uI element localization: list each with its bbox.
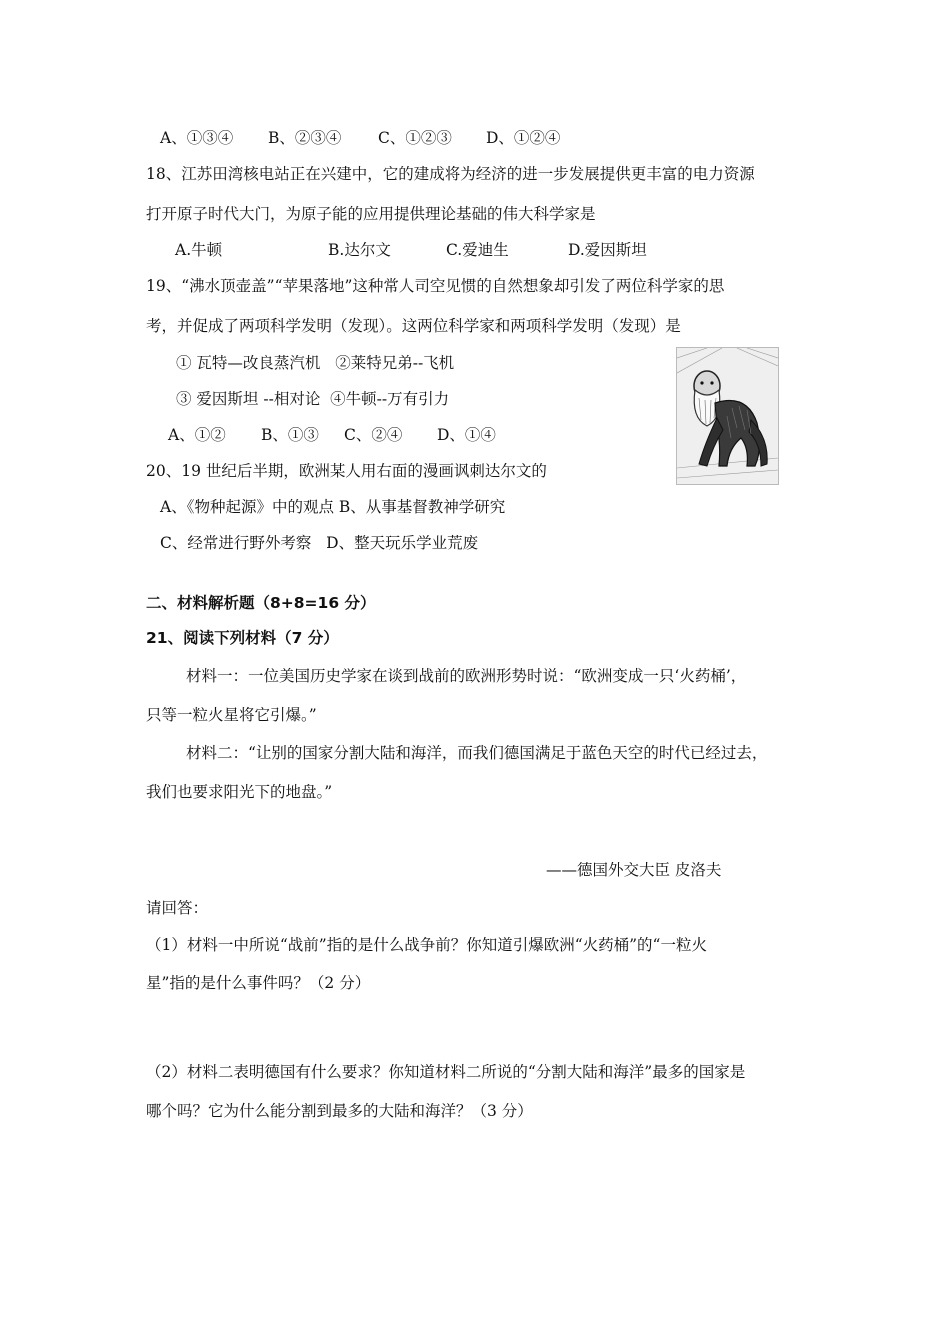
sub-question-2-line-2: 哪个吗？它为什么能分割到最多的大陆和海洋？（3 分） <box>146 1102 533 1120</box>
q19-line-1: 19、“沸水顶壶盖”“苹果落地”这种常人司空见惯的自然想象却引发了两位科学家的思 <box>146 277 725 295</box>
q20-options-c-d: C、经常进行野外考察 D、整天玩乐学业荒废 <box>160 534 479 552</box>
q20-line-1: 20、19 世纪后半期，欧洲某人用右面的漫画讽刺达尔文的 <box>146 462 547 480</box>
q19-option-d: D、①④ <box>437 426 496 444</box>
q17-option-d: D、①②④ <box>486 129 561 147</box>
q20-options-a-b: A、《物种起源》中的观点 B、从事基督教神学研究 <box>160 498 506 516</box>
material-2-line-1: 材料二：“让别的国家分割大陆和海洋，而我们德国满足于蓝色天空的时代已经过去， <box>186 744 768 762</box>
material-2-attribution: ——德国外交大臣 皮洛夫 <box>546 861 722 879</box>
q19-items-3-4: ③ 爱因斯坦 --相对论 ④牛顿--万有引力 <box>176 390 450 408</box>
q18-option-b: B.达尔文 <box>328 241 391 259</box>
sub-question-1-line-2: 星”指的是什么事件吗？（2 分） <box>146 974 371 992</box>
material-1-line-2: 只等一粒火星将它引爆。” <box>146 706 317 724</box>
q18-option-a: A.牛顿 <box>175 241 223 259</box>
q19-line-2: 考，并促成了两项科学发明（发现）。这两位科学家和两项科学发明（发现）是 <box>146 317 681 335</box>
q19-items-1-2: ① 瓦特—改良蒸汽机 ②莱特兄弟--飞机 <box>176 354 455 372</box>
q17-option-c: C、①②③ <box>378 129 452 147</box>
q17-option-b: B、②③④ <box>268 129 342 147</box>
sub-question-1-line-1: （1）材料一中所说“战前”指的是什么战争前？你知道引爆欧洲“火药桶”的“一粒火 <box>146 936 707 954</box>
sub-question-2-line-1: （2）材料二表明德国有什么要求？你知道材料二所说的“分割大陆和海洋”最多的国家是 <box>146 1063 746 1081</box>
answer-prompt: 请回答： <box>146 899 209 917</box>
q18-option-d: D.爱因斯坦 <box>568 241 647 259</box>
material-1-line-1: 材料一：一位美国历史学家在谈到战前的欧洲形势时说：“欧洲变成一只‘火药桶’， <box>186 667 747 685</box>
q19-option-a: A、①② <box>168 426 226 444</box>
q19-option-c: C、②④ <box>344 426 403 444</box>
q18-option-c: C.爱迪生 <box>446 241 509 259</box>
q18-line-1: 18、江苏田湾核电站正在兴建中，它的建成将为经济的进一步发展提供更丰富的电力资源 <box>146 165 755 183</box>
material-2-line-2: 我们也要求阳光下的地盘。” <box>146 783 333 801</box>
q17-option-a: A、①③④ <box>160 129 234 147</box>
q19-option-b: B、①③ <box>261 426 319 444</box>
darwin-cartoon-image <box>676 347 779 485</box>
section-2-title: 二、材料解析题（8+8=16 分） <box>146 594 376 612</box>
q21-title: 21、阅读下列材料（7 分） <box>146 629 339 647</box>
q18-line-2: 打开原子时代大门，为原子能的应用提供理论基础的伟大科学家是 <box>146 205 596 223</box>
